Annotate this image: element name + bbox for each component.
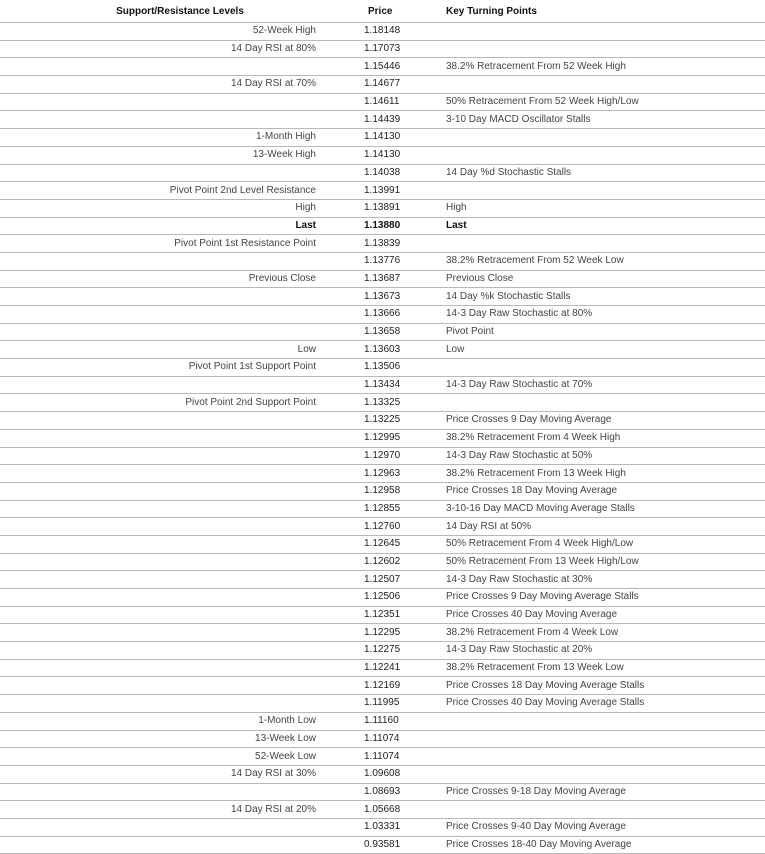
table-row (0, 235, 765, 253)
header-price: Price (368, 5, 393, 17)
level-cell: 14 Day RSI at 20% (0, 801, 320, 819)
table-row (0, 111, 765, 129)
table-row (0, 500, 765, 518)
turning-point-cell: Price Crosses 40 Day Moving Average Stalls (440, 695, 765, 713)
level-cell (0, 447, 320, 465)
header-support-resistance-levels: Support/Resistance Levels (116, 5, 244, 17)
table-row (0, 836, 765, 854)
table-row (0, 164, 765, 182)
price-cell: 1.14130 (320, 146, 440, 164)
table-row (0, 589, 765, 607)
table-row (0, 783, 765, 801)
price-cell: 1.11074 (320, 748, 440, 766)
price-cell: 1.12963 (320, 465, 440, 483)
table-row (0, 58, 765, 76)
table-row (0, 606, 765, 624)
price-cell: 0.93581 (320, 836, 440, 854)
price-cell: 1.15446 (320, 58, 440, 76)
price-cell: 1.12295 (320, 624, 440, 642)
turning-point-cell: 14-3 Day Raw Stochastic at 50% (440, 447, 765, 465)
price-cell: 1.13839 (320, 235, 440, 253)
table-row (0, 288, 765, 306)
turning-point-cell: Price Crosses 18 Day Moving Average Stalls (440, 677, 765, 695)
turning-point-cell: 50% Retracement From 4 Week High/Low (440, 535, 765, 553)
turning-point-cell: 38.2% Retracement From 4 Week High (440, 429, 765, 447)
table-row (0, 341, 765, 359)
table-row (0, 624, 765, 642)
table-row (0, 518, 765, 536)
table-row (0, 40, 765, 58)
header-key-turning-points: Key Turning Points (446, 5, 537, 17)
price-cell: 1.13603 (320, 341, 440, 359)
turning-point-cell (440, 730, 765, 748)
level-cell (0, 164, 320, 182)
price-cell: 1.13880 (320, 217, 440, 235)
table-row (0, 447, 765, 465)
price-cell: 1.12506 (320, 589, 440, 607)
price-cell: 1.14130 (320, 129, 440, 147)
level-cell (0, 518, 320, 536)
level-cell (0, 535, 320, 553)
table-row (0, 730, 765, 748)
price-cell: 1.12602 (320, 553, 440, 571)
level-cell: Pivot Point 2nd Support Point (0, 394, 320, 412)
turning-point-cell (440, 765, 765, 783)
price-cell: 1.13506 (320, 359, 440, 377)
price-cell: 1.12241 (320, 659, 440, 677)
price-cell: 1.13225 (320, 412, 440, 430)
price-cell: 1.12958 (320, 482, 440, 500)
turning-point-cell (440, 76, 765, 94)
level-cell (0, 482, 320, 500)
level-cell (0, 571, 320, 589)
price-cell: 1.17073 (320, 40, 440, 58)
price-cell: 1.09608 (320, 765, 440, 783)
turning-point-cell (440, 146, 765, 164)
table-row (0, 129, 765, 147)
level-cell: 14 Day RSI at 80% (0, 40, 320, 58)
level-cell (0, 500, 320, 518)
level-cell: 13-Week Low (0, 730, 320, 748)
level-cell: Low (0, 341, 320, 359)
turning-point-cell: 3-10-16 Day MACD Moving Average Stalls (440, 500, 765, 518)
turning-point-cell: 3-10 Day MACD Oscillator Stalls (440, 111, 765, 129)
price-cell: 1.08693 (320, 783, 440, 801)
level-cell: 13-Week High (0, 146, 320, 164)
turning-point-cell: 14-3 Day Raw Stochastic at 70% (440, 376, 765, 394)
turning-point-cell (440, 129, 765, 147)
level-cell (0, 642, 320, 660)
turning-point-cell: Price Crosses 9 Day Moving Average Stalls (440, 589, 765, 607)
table-row (0, 394, 765, 412)
price-cell: 1.12507 (320, 571, 440, 589)
price-cell: 1.12351 (320, 606, 440, 624)
level-cell: Pivot Point 1st Resistance Point (0, 235, 320, 253)
level-cell (0, 288, 320, 306)
price-cell: 1.13673 (320, 288, 440, 306)
table-row (0, 23, 765, 41)
turning-point-cell: 38.2% Retracement From 52 Week High (440, 58, 765, 76)
level-cell (0, 93, 320, 111)
price-cell: 1.18148 (320, 23, 440, 41)
table-header-row (0, 0, 765, 23)
table-row (0, 465, 765, 483)
level-cell (0, 58, 320, 76)
price-cell: 1.12970 (320, 447, 440, 465)
price-cell: 1.13776 (320, 252, 440, 270)
level-cell (0, 553, 320, 571)
table-row (0, 482, 765, 500)
level-cell (0, 252, 320, 270)
turning-point-cell: Pivot Point (440, 323, 765, 341)
level-cell (0, 323, 320, 341)
turning-point-cell: 38.2% Retracement From 52 Week Low (440, 252, 765, 270)
level-cell (0, 111, 320, 129)
table-row (0, 429, 765, 447)
turning-point-cell: Previous Close (440, 270, 765, 288)
price-cell: 1.13991 (320, 182, 440, 200)
table-body (0, 23, 765, 854)
table-row (0, 376, 765, 394)
turning-point-cell (440, 748, 765, 766)
turning-point-cell (440, 359, 765, 377)
level-cell (0, 695, 320, 713)
turning-point-cell: 38.2% Retracement From 4 Week Low (440, 624, 765, 642)
turning-point-cell (440, 235, 765, 253)
price-cell: 1.11160 (320, 712, 440, 730)
turning-point-cell: 50% Retracement From 52 Week High/Low (440, 93, 765, 111)
table-row (0, 217, 765, 235)
level-cell: High (0, 199, 320, 217)
price-cell: 1.13658 (320, 323, 440, 341)
level-cell (0, 306, 320, 324)
level-cell: Previous Close (0, 270, 320, 288)
level-cell: 14 Day RSI at 30% (0, 765, 320, 783)
price-cell: 1.14677 (320, 76, 440, 94)
level-cell: 1-Month High (0, 129, 320, 147)
table-row (0, 553, 765, 571)
table-row (0, 270, 765, 288)
level-cell (0, 606, 320, 624)
table-row (0, 659, 765, 677)
level-cell: 1-Month Low (0, 712, 320, 730)
turning-point-cell: Last (440, 217, 765, 235)
turning-point-cell: 14-3 Day Raw Stochastic at 80% (440, 306, 765, 324)
price-cell: 1.12169 (320, 677, 440, 695)
level-cell (0, 818, 320, 836)
table-row (0, 412, 765, 430)
price-cell: 1.14439 (320, 111, 440, 129)
turning-point-cell (440, 394, 765, 412)
table-row (0, 801, 765, 819)
level-cell: Pivot Point 2nd Level Resistance (0, 182, 320, 200)
turning-point-cell: Price Crosses 9-18 Day Moving Average (440, 783, 765, 801)
turning-point-cell: 50% Retracement From 13 Week High/Low (440, 553, 765, 571)
turning-point-cell: 14 Day %d Stochastic Stalls (440, 164, 765, 182)
price-cell: 1.13891 (320, 199, 440, 217)
table-row (0, 306, 765, 324)
table-row (0, 76, 765, 94)
level-cell (0, 836, 320, 854)
turning-point-cell: 38.2% Retracement From 13 Week High (440, 465, 765, 483)
table-row (0, 765, 765, 783)
turning-point-cell (440, 40, 765, 58)
table-row (0, 323, 765, 341)
table-row (0, 535, 765, 553)
turning-point-cell (440, 712, 765, 730)
table-row (0, 252, 765, 270)
table-row (0, 359, 765, 377)
table-row (0, 748, 765, 766)
level-cell (0, 412, 320, 430)
level-cell: 52-Week Low (0, 748, 320, 766)
turning-point-cell (440, 182, 765, 200)
price-cell: 1.11995 (320, 695, 440, 713)
turning-point-cell: Price Crosses 9 Day Moving Average (440, 412, 765, 430)
price-cell: 1.11074 (320, 730, 440, 748)
turning-point-cell: High (440, 199, 765, 217)
level-cell (0, 677, 320, 695)
level-cell (0, 589, 320, 607)
table-row (0, 571, 765, 589)
turning-point-cell (440, 801, 765, 819)
turning-point-cell: Price Crosses 9-40 Day Moving Average (440, 818, 765, 836)
price-cell: 1.13687 (320, 270, 440, 288)
price-cell: 1.13325 (320, 394, 440, 412)
level-cell: 52-Week High (0, 23, 320, 41)
table-row (0, 677, 765, 695)
level-cell: Last (0, 217, 320, 235)
turning-point-cell: Price Crosses 18-40 Day Moving Average (440, 836, 765, 854)
level-cell: Pivot Point 1st Support Point (0, 359, 320, 377)
level-cell (0, 376, 320, 394)
turning-point-cell: 14-3 Day Raw Stochastic at 20% (440, 642, 765, 660)
level-cell: 14 Day RSI at 70% (0, 76, 320, 94)
price-cell: 1.12645 (320, 535, 440, 553)
price-cell: 1.05668 (320, 801, 440, 819)
price-cell: 1.14611 (320, 93, 440, 111)
price-cell: 1.03331 (320, 818, 440, 836)
level-cell (0, 429, 320, 447)
price-cell: 1.14038 (320, 164, 440, 182)
level-cell (0, 783, 320, 801)
level-cell (0, 624, 320, 642)
table-row (0, 93, 765, 111)
price-cell: 1.13434 (320, 376, 440, 394)
level-cell (0, 465, 320, 483)
turning-point-cell: Price Crosses 18 Day Moving Average (440, 482, 765, 500)
table-row (0, 642, 765, 660)
turning-point-cell: Low (440, 341, 765, 359)
turning-point-cell (440, 23, 765, 41)
turning-point-cell: 14 Day RSI at 50% (440, 518, 765, 536)
table-row (0, 712, 765, 730)
turning-point-cell: 14-3 Day Raw Stochastic at 30% (440, 571, 765, 589)
table-row (0, 199, 765, 217)
turning-point-cell: 38.2% Retracement From 13 Week Low (440, 659, 765, 677)
price-cell: 1.13666 (320, 306, 440, 324)
table-row (0, 695, 765, 713)
level-cell (0, 659, 320, 677)
table-row (0, 818, 765, 836)
table-row (0, 146, 765, 164)
turning-point-cell: Price Crosses 40 Day Moving Average (440, 606, 765, 624)
table-row (0, 182, 765, 200)
price-cell: 1.12275 (320, 642, 440, 660)
price-cell: 1.12995 (320, 429, 440, 447)
turning-point-cell: 14 Day %k Stochastic Stalls (440, 288, 765, 306)
price-cell: 1.12760 (320, 518, 440, 536)
price-cell: 1.12855 (320, 500, 440, 518)
